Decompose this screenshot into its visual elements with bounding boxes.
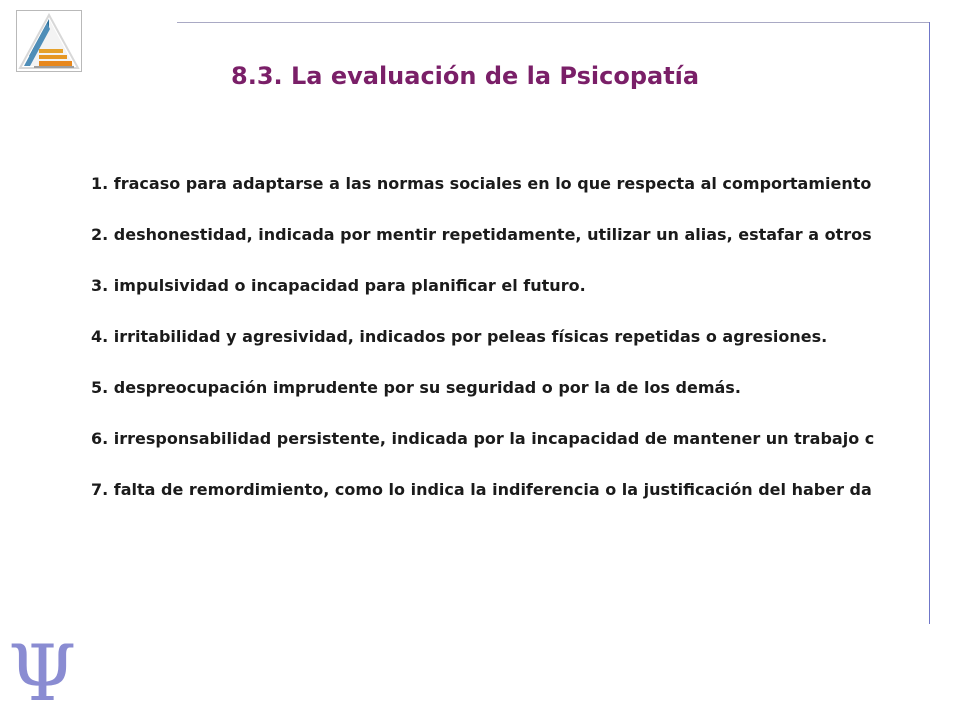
criterion-item: 5. despreocupación imprudente por su seguridad o por la de los demás. — [91, 378, 741, 397]
criterion-item: 6. irresponsabilidad persistente, indicada por la incapacidad de mantener un trabajo c — [91, 429, 875, 448]
top-divider — [177, 22, 929, 23]
criterion-item: 7. falta de remordimiento, como lo indica la indiferencia o la justificación del haber da — [91, 480, 872, 499]
criterion-item: 2. deshonestidad, indicada por mentir repetidamente, utilizar un alias, estafar a otros — [91, 225, 872, 244]
criterion-item: 3. impulsividad o incapacidad para planificar el futuro. — [91, 276, 586, 295]
psi-symbol: Ψ — [8, 629, 77, 719]
criterion-item: 1. fracaso para adaptarse a las normas sociales en lo que respecta al comportamiento — [91, 174, 872, 193]
criteria-list — [91, 174, 960, 531]
criterion-item: 4. irritabilidad y agresividad, indicados por peleas físicas repetidas o agresiones. — [91, 327, 828, 346]
university-triangle-logo-icon — [16, 10, 82, 72]
slide-title: 8.3. La evaluación de la Psicopatía — [231, 62, 700, 90]
